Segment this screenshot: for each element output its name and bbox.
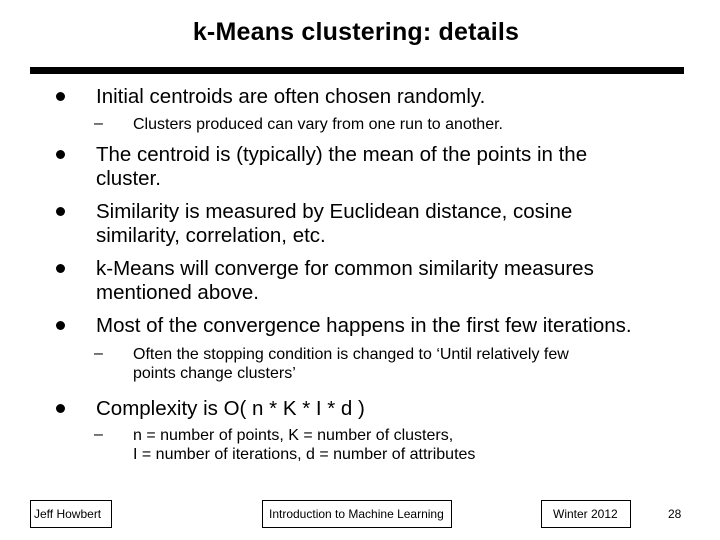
- bullet-icon: [56, 321, 65, 330]
- sub-bullet-dash-icon: –: [94, 426, 103, 443]
- bullet-icon: [56, 92, 65, 101]
- bullet-text: The centroid is (typically) the mean of the points in the: [96, 143, 588, 166]
- sub-bullet-dash-icon: –: [94, 345, 103, 362]
- sub-bullet-text: n = number of points, K = number of clusters,: [133, 427, 454, 444]
- bullet-text: Most of the convergence happens in the first few iterations.: [96, 314, 632, 337]
- bullet-text: k-Means will converge for common similarity measures: [96, 257, 594, 280]
- slide-title: k-Means clustering: details: [192, 18, 520, 46]
- bullet-icon: [56, 207, 65, 216]
- sub-bullet-text-continuation: points change clusters’: [133, 365, 296, 382]
- bullet-text: Complexity is O( n * K * I * d ): [96, 397, 365, 420]
- bullet-text: Initial centroids are often chosen randomly.: [96, 85, 486, 108]
- bullet-text-continuation: mentioned above.: [96, 281, 259, 304]
- sub-bullet-text-continuation: I = number of iterations, d = number of attributes: [133, 446, 476, 463]
- sub-bullet-dash-icon: –: [94, 115, 103, 132]
- footer-course: Introduction to Machine Learning: [269, 507, 444, 521]
- page-number: 28: [668, 507, 682, 521]
- footer-author: Jeff Howbert: [34, 507, 102, 521]
- bullet-icon: [56, 264, 65, 273]
- sub-bullet-text: Often the stopping condition is changed to ‘Until relatively few: [133, 346, 569, 363]
- footer-term: Winter 2012: [553, 507, 618, 521]
- bullet-text-continuation: cluster.: [96, 167, 161, 190]
- bullet-text: Similarity is measured by Euclidean distance, cosine: [96, 200, 573, 223]
- sub-bullet-text: Clusters produced can vary from one run to another.: [133, 116, 503, 133]
- bullet-text-continuation: similarity, correlation, etc.: [96, 224, 326, 247]
- bullet-icon: [56, 404, 65, 413]
- title-underline: [30, 67, 684, 74]
- bullet-icon: [56, 150, 65, 159]
